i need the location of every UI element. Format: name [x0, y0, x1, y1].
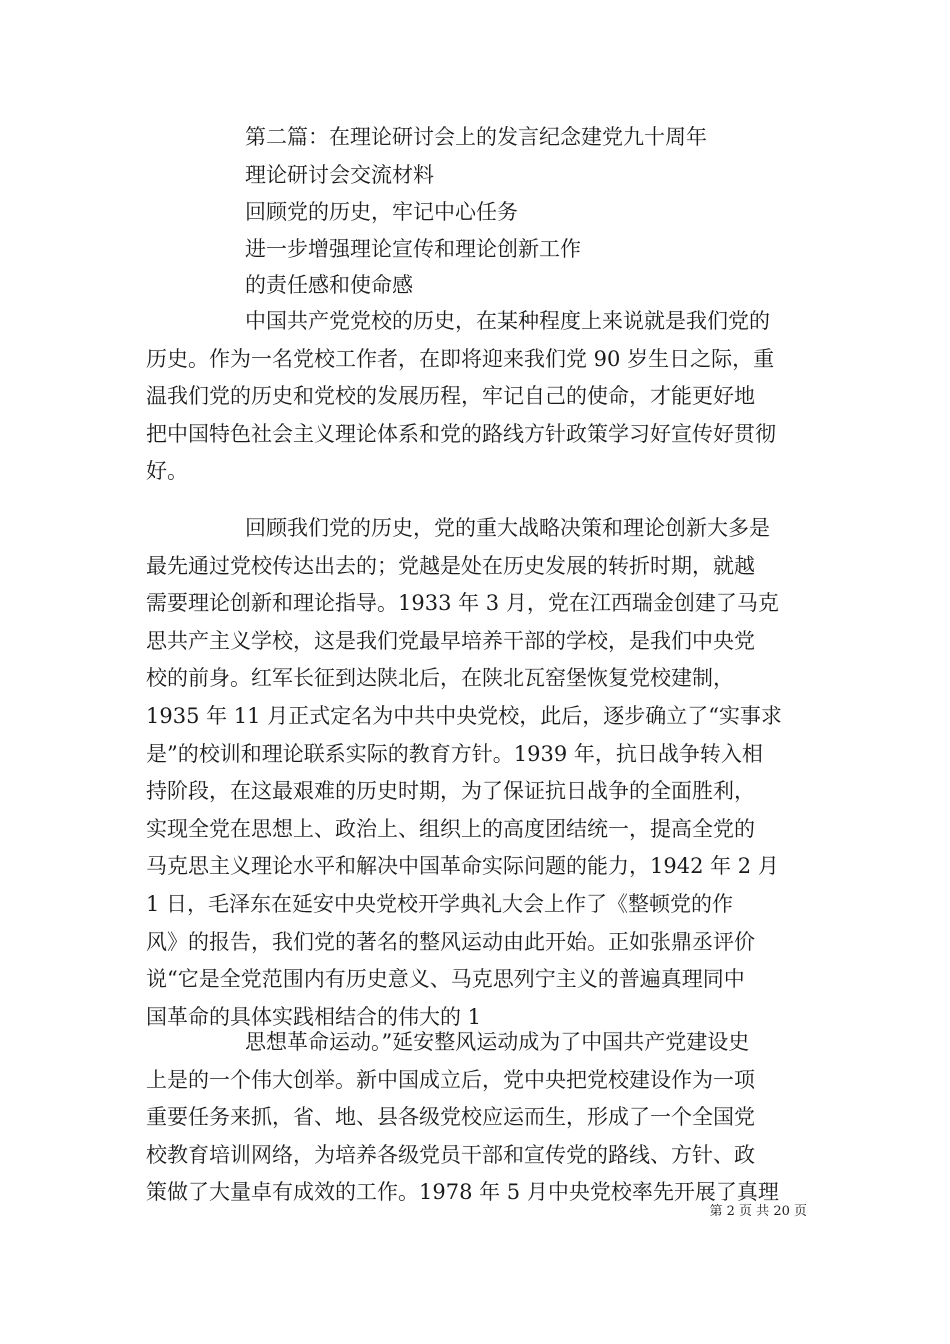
- paragraph-3-line: 重要任务来抓，省、地、县各级党校应运而生，形成了一个全国党: [146, 1105, 755, 1130]
- paragraph-2-line: 1935 年 11 月正式定名为中共中央党校，此后，逐步确立了“实事求: [146, 703, 782, 728]
- paragraph-2-line: 说“它是全党范围内有历史意义、马克思列宁主义的普遍真理同中: [146, 967, 745, 992]
- paragraph-2-line: 是”的校训和理论联系实际的教育方针。1939 年，抗日战争转入相: [146, 741, 763, 766]
- page-number: 第 2 页 共 20 页: [709, 1204, 807, 1219]
- paragraph-2-line: 风》的报告，我们党的著名的整风运动由此开始。正如张鼎丞评价: [146, 929, 755, 954]
- paragraph-2-line: 国革命的具体实践相结合的伟大的 1: [146, 1004, 482, 1029]
- paragraph-2-line: 持阶段，在这最艰难的历史时期，为了保证抗日战争的全面胜利，: [146, 779, 755, 804]
- paragraph-1: [146, 303, 810, 491]
- paragraph-3-line: 校教育培训网络，为培养各级党员干部和宣传党的路线、方针、政: [146, 1142, 755, 1167]
- paragraph-3-line: 上是的一个伟大创举。新中国成立后，党中央把党校建设作为一项: [146, 1067, 755, 1092]
- paragraph-2-line: 需要理论创新和理论指导。1933 年 3 月，党在江西瑞金创建了马克: [146, 591, 779, 616]
- heading-line-3: 回顾党的历史，牢记中心任务: [245, 200, 518, 224]
- paragraph-1-line: 好。: [146, 459, 188, 484]
- paragraph-3: [146, 1024, 810, 1212]
- paragraph-2: [146, 510, 810, 1036]
- heading-line-2: 理论研讨会交流材料: [245, 163, 434, 187]
- paragraph-1-line: 温我们党的历史和党校的发展历程，牢记自己的使命，才能更好地: [146, 384, 755, 409]
- paragraph-1-line: 历史。作为一名党校工作者，在即将迎来我们党 90 岁生日之际，重: [146, 346, 775, 371]
- heading-line-1: 第二篇：在理论研讨会上的发言纪念建党九十周年: [245, 125, 707, 149]
- paragraph-2-line: 1 日，毛泽东在延安中央党校开学典礼大会上作了《整顿党的作: [146, 891, 734, 916]
- paragraph-1-line: 中国共产党党校的历史，在某种程度上来说就是我们党的: [245, 309, 770, 333]
- paragraph-1-line: 把中国特色社会主义理论体系和党的路线方针政策学习好宣传好贯彻: [146, 421, 776, 446]
- paragraph-2-line: 最先通过党校传达出去的；党越是处在历史发展的转折时期，就越: [146, 553, 755, 578]
- paragraph-2-line: 马克思主义理论水平和解决中国革命实际问题的能力，1942 年 2 月: [146, 854, 779, 879]
- paragraph-2-line: 校的前身。红军长征到达陕北后，在陕北瓦窑堡恢复党校建制，: [146, 666, 734, 691]
- paragraph-2-line: 思共产主义学校，这是我们党最早培养干部的学校，是我们中央党: [146, 628, 755, 653]
- heading-line-5: 的责任感和使命感: [245, 273, 413, 297]
- paragraph-2-line: 实现全党在思想上、政治上、组织上的高度团结统一，提高全党的: [146, 816, 755, 841]
- paragraph-2-line: 回顾我们党的历史，党的重大战略决策和理论创新大多是: [245, 516, 770, 540]
- paragraph-3-line: 策做了大量卓有成效的工作。1978 年 5 月中央党校率先开展了真理: [146, 1180, 779, 1205]
- heading-line-4: 进一步增强理论宣传和理论创新工作: [245, 237, 581, 261]
- paragraph-3-line: 思想革命运动。”延安整风运动成为了中国共产党建设史: [245, 1030, 750, 1054]
